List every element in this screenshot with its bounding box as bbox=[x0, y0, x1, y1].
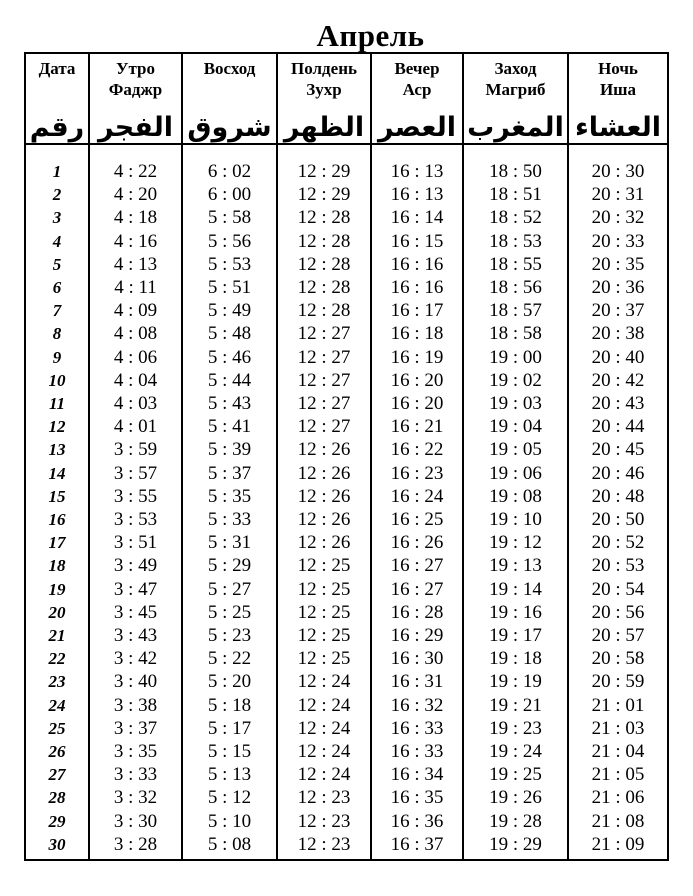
sunrise-time-cell: 5 : 23 bbox=[182, 624, 277, 647]
asr-time-cell: 16 : 25 bbox=[371, 508, 463, 531]
asr-time-cell: 16 : 13 bbox=[371, 144, 463, 183]
col-header-asr-ru2: Аср bbox=[402, 80, 432, 99]
isha-time-cell: 20 : 54 bbox=[568, 578, 668, 601]
asr-time-cell: 16 : 24 bbox=[371, 485, 463, 508]
sunrise-time-cell: 5 : 37 bbox=[182, 462, 277, 485]
fajr-time-cell: 4 : 11 bbox=[89, 276, 182, 299]
fajr-time-cell: 3 : 32 bbox=[89, 786, 182, 809]
sunrise-time-cell: 5 : 18 bbox=[182, 694, 277, 717]
date-cell: 20 bbox=[25, 601, 89, 624]
isha-time-cell: 20 : 43 bbox=[568, 392, 668, 415]
col-header-sunrise bbox=[182, 53, 277, 144]
col-header-maghrib-ru: Заход bbox=[494, 59, 537, 78]
fajr-time-cell: 3 : 38 bbox=[89, 694, 182, 717]
dhuhr-time-cell: 12 : 28 bbox=[277, 206, 371, 229]
date-cell: 24 bbox=[25, 694, 89, 717]
maghrib-time-cell: 19 : 16 bbox=[463, 601, 568, 624]
date-cell: 3 bbox=[25, 206, 89, 229]
col-header-date-ar: رقم bbox=[29, 112, 85, 142]
date-cell: 16 bbox=[25, 508, 89, 531]
isha-time-cell: 21 : 03 bbox=[568, 717, 668, 740]
isha-time-cell: 20 : 30 bbox=[568, 144, 668, 183]
maghrib-time-cell: 19 : 24 bbox=[463, 740, 568, 763]
fajr-time-cell: 3 : 40 bbox=[89, 670, 182, 693]
sunrise-time-cell: 5 : 13 bbox=[182, 763, 277, 786]
maghrib-time-cell: 19 : 05 bbox=[463, 438, 568, 461]
fajr-time-cell: 3 : 33 bbox=[89, 763, 182, 786]
asr-time-cell: 16 : 34 bbox=[371, 763, 463, 786]
fajr-time-cell: 3 : 55 bbox=[89, 485, 182, 508]
date-cell: 8 bbox=[25, 322, 89, 345]
dhuhr-time-cell: 12 : 26 bbox=[277, 462, 371, 485]
date-cell: 30 bbox=[25, 833, 89, 860]
month-title: Апрель bbox=[316, 18, 425, 53]
asr-time-cell: 16 : 23 bbox=[371, 462, 463, 485]
sunrise-time-cell: 5 : 25 bbox=[182, 601, 277, 624]
sunrise-time-cell: 5 : 08 bbox=[182, 833, 277, 860]
table-row bbox=[25, 462, 668, 485]
date-cell: 22 bbox=[25, 647, 89, 670]
dhuhr-time-cell: 12 : 24 bbox=[277, 670, 371, 693]
col-header-dhuhr-ar: الظهر bbox=[283, 112, 365, 142]
fajr-time-cell: 4 : 06 bbox=[89, 346, 182, 369]
maghrib-time-cell: 18 : 58 bbox=[463, 322, 568, 345]
dhuhr-time-cell: 12 : 25 bbox=[277, 601, 371, 624]
table-row bbox=[25, 299, 668, 322]
date-cell: 7 bbox=[25, 299, 89, 322]
asr-time-cell: 16 : 28 bbox=[371, 601, 463, 624]
asr-time-cell: 16 : 18 bbox=[371, 322, 463, 345]
asr-time-cell: 16 : 30 bbox=[371, 647, 463, 670]
maghrib-time-cell: 19 : 10 bbox=[463, 508, 568, 531]
col-header-date-ru2 bbox=[26, 79, 88, 100]
isha-time-cell: 20 : 32 bbox=[568, 206, 668, 229]
col-header-asr bbox=[371, 53, 463, 144]
fajr-time-cell: 3 : 47 bbox=[89, 578, 182, 601]
table-row bbox=[25, 554, 668, 577]
col-header-dhuhr-ru: Полдень bbox=[291, 59, 357, 78]
asr-time-cell: 16 : 20 bbox=[371, 392, 463, 415]
sunrise-time-cell: 5 : 49 bbox=[182, 299, 277, 322]
maghrib-time-cell: 19 : 29 bbox=[463, 833, 568, 860]
table-row bbox=[25, 183, 668, 206]
col-header-dhuhr bbox=[277, 53, 371, 144]
table-row bbox=[25, 346, 668, 369]
maghrib-time-cell: 19 : 02 bbox=[463, 369, 568, 392]
isha-time-cell: 20 : 42 bbox=[568, 369, 668, 392]
sunrise-time-cell: 5 : 39 bbox=[182, 438, 277, 461]
fajr-time-cell: 4 : 20 bbox=[89, 183, 182, 206]
isha-time-cell: 20 : 53 bbox=[568, 554, 668, 577]
maghrib-time-cell: 18 : 52 bbox=[463, 206, 568, 229]
dhuhr-time-cell: 12 : 28 bbox=[277, 299, 371, 322]
table-row bbox=[25, 694, 668, 717]
dhuhr-time-cell: 12 : 26 bbox=[277, 485, 371, 508]
dhuhr-time-cell: 12 : 25 bbox=[277, 554, 371, 577]
isha-time-cell: 20 : 31 bbox=[568, 183, 668, 206]
maghrib-time-cell: 19 : 14 bbox=[463, 578, 568, 601]
table-row bbox=[25, 647, 668, 670]
sunrise-time-cell: 5 : 29 bbox=[182, 554, 277, 577]
dhuhr-time-cell: 12 : 24 bbox=[277, 717, 371, 740]
date-cell: 28 bbox=[25, 786, 89, 809]
date-cell: 18 bbox=[25, 554, 89, 577]
asr-time-cell: 16 : 29 bbox=[371, 624, 463, 647]
asr-time-cell: 16 : 32 bbox=[371, 694, 463, 717]
asr-time-cell: 16 : 35 bbox=[371, 786, 463, 809]
date-cell: 15 bbox=[25, 485, 89, 508]
table-row bbox=[25, 786, 668, 809]
maghrib-time-cell: 19 : 12 bbox=[463, 531, 568, 554]
table-row bbox=[25, 833, 668, 860]
sunrise-time-cell: 5 : 27 bbox=[182, 578, 277, 601]
fajr-time-cell: 3 : 37 bbox=[89, 717, 182, 740]
col-header-maghrib-ru2: Магриб bbox=[485, 80, 546, 99]
isha-time-cell: 20 : 57 bbox=[568, 624, 668, 647]
col-header-isha bbox=[568, 53, 668, 144]
isha-time-cell: 20 : 35 bbox=[568, 253, 668, 276]
date-cell: 19 bbox=[25, 578, 89, 601]
maghrib-time-cell: 19 : 28 bbox=[463, 810, 568, 833]
col-header-isha-ru2: Иша bbox=[599, 80, 637, 99]
fajr-time-cell: 4 : 22 bbox=[89, 144, 182, 183]
col-header-maghrib bbox=[463, 53, 568, 144]
asr-time-cell: 16 : 36 bbox=[371, 810, 463, 833]
table-header bbox=[25, 53, 668, 144]
asr-time-cell: 16 : 31 bbox=[371, 670, 463, 693]
dhuhr-time-cell: 12 : 27 bbox=[277, 369, 371, 392]
table-row bbox=[25, 438, 668, 461]
sunrise-time-cell: 5 : 41 bbox=[182, 415, 277, 438]
table-row bbox=[25, 810, 668, 833]
col-header-isha-ar: العشاء bbox=[574, 112, 662, 142]
isha-time-cell: 21 : 04 bbox=[568, 740, 668, 763]
fajr-time-cell: 4 : 01 bbox=[89, 415, 182, 438]
table-row bbox=[25, 578, 668, 601]
col-header-isha-ru: Ночь bbox=[598, 59, 638, 78]
asr-time-cell: 16 : 13 bbox=[371, 183, 463, 206]
dhuhr-time-cell: 12 : 23 bbox=[277, 810, 371, 833]
sunrise-time-cell: 5 : 15 bbox=[182, 740, 277, 763]
asr-time-cell: 16 : 16 bbox=[371, 276, 463, 299]
maghrib-time-cell: 19 : 23 bbox=[463, 717, 568, 740]
col-header-fajr-ar: الفجر bbox=[97, 112, 174, 142]
isha-time-cell: 21 : 09 bbox=[568, 833, 668, 860]
dhuhr-time-cell: 12 : 28 bbox=[277, 276, 371, 299]
fajr-time-cell: 3 : 51 bbox=[89, 531, 182, 554]
dhuhr-time-cell: 12 : 27 bbox=[277, 392, 371, 415]
isha-time-cell: 20 : 44 bbox=[568, 415, 668, 438]
asr-time-cell: 16 : 21 bbox=[371, 415, 463, 438]
col-header-asr-ru: Вечер bbox=[394, 59, 440, 78]
maghrib-time-cell: 19 : 25 bbox=[463, 763, 568, 786]
asr-time-cell: 16 : 27 bbox=[371, 554, 463, 577]
maghrib-time-cell: 19 : 17 bbox=[463, 624, 568, 647]
maghrib-time-cell: 19 : 21 bbox=[463, 694, 568, 717]
isha-time-cell: 20 : 50 bbox=[568, 508, 668, 531]
maghrib-time-cell: 19 : 00 bbox=[463, 346, 568, 369]
fajr-time-cell: 4 : 18 bbox=[89, 206, 182, 229]
date-cell: 27 bbox=[25, 763, 89, 786]
isha-time-cell: 20 : 52 bbox=[568, 531, 668, 554]
isha-time-cell: 21 : 06 bbox=[568, 786, 668, 809]
dhuhr-time-cell: 12 : 28 bbox=[277, 230, 371, 253]
dhuhr-time-cell: 12 : 23 bbox=[277, 833, 371, 860]
isha-time-cell: 20 : 33 bbox=[568, 230, 668, 253]
col-header-maghrib-ar: المغرب bbox=[467, 112, 564, 142]
dhuhr-time-cell: 12 : 24 bbox=[277, 694, 371, 717]
asr-time-cell: 16 : 17 bbox=[371, 299, 463, 322]
asr-time-cell: 16 : 19 bbox=[371, 346, 463, 369]
maghrib-time-cell: 19 : 18 bbox=[463, 647, 568, 670]
maghrib-time-cell: 18 : 57 bbox=[463, 299, 568, 322]
maghrib-time-cell: 18 : 56 bbox=[463, 276, 568, 299]
col-header-fajr-ru: Утро bbox=[116, 59, 155, 78]
asr-time-cell: 16 : 26 bbox=[371, 531, 463, 554]
sunrise-time-cell: 5 : 22 bbox=[182, 647, 277, 670]
asr-time-cell: 16 : 14 bbox=[371, 206, 463, 229]
maghrib-time-cell: 19 : 06 bbox=[463, 462, 568, 485]
fajr-time-cell: 3 : 35 bbox=[89, 740, 182, 763]
table-row bbox=[25, 670, 668, 693]
table-body bbox=[25, 144, 668, 860]
date-cell: 25 bbox=[25, 717, 89, 740]
sunrise-time-cell: 5 : 48 bbox=[182, 322, 277, 345]
fajr-time-cell: 4 : 13 bbox=[89, 253, 182, 276]
col-header-dhuhr-ru2: Зухр bbox=[306, 80, 342, 99]
maghrib-time-cell: 18 : 53 bbox=[463, 230, 568, 253]
table-row bbox=[25, 601, 668, 624]
sunrise-time-cell: 5 : 12 bbox=[182, 786, 277, 809]
sunrise-time-cell: 5 : 43 bbox=[182, 392, 277, 415]
fajr-time-cell: 4 : 09 bbox=[89, 299, 182, 322]
isha-time-cell: 20 : 38 bbox=[568, 322, 668, 345]
dhuhr-time-cell: 12 : 25 bbox=[277, 647, 371, 670]
col-header-sunrise-ar: شروق bbox=[187, 112, 272, 142]
fajr-time-cell: 3 : 30 bbox=[89, 810, 182, 833]
table-row bbox=[25, 763, 668, 786]
table-row bbox=[25, 415, 668, 438]
dhuhr-time-cell: 12 : 24 bbox=[277, 740, 371, 763]
asr-time-cell: 16 : 27 bbox=[371, 578, 463, 601]
table-row bbox=[25, 485, 668, 508]
isha-time-cell: 20 : 59 bbox=[568, 670, 668, 693]
asr-time-cell: 16 : 20 bbox=[371, 369, 463, 392]
col-header-fajr-ru2: Фаджр bbox=[108, 80, 163, 99]
date-cell: 29 bbox=[25, 810, 89, 833]
dhuhr-time-cell: 12 : 26 bbox=[277, 438, 371, 461]
dhuhr-time-cell: 12 : 27 bbox=[277, 346, 371, 369]
date-cell: 9 bbox=[25, 346, 89, 369]
date-cell: 2 bbox=[25, 183, 89, 206]
sunrise-time-cell: 6 : 02 bbox=[182, 144, 277, 183]
maghrib-time-cell: 18 : 50 bbox=[463, 144, 568, 183]
maghrib-time-cell: 18 : 55 bbox=[463, 253, 568, 276]
table-row bbox=[25, 230, 668, 253]
prayer-times-table bbox=[24, 52, 669, 861]
sunrise-time-cell: 5 : 17 bbox=[182, 717, 277, 740]
header-row bbox=[25, 53, 668, 144]
dhuhr-time-cell: 12 : 29 bbox=[277, 144, 371, 183]
date-cell: 13 bbox=[25, 438, 89, 461]
fajr-time-cell: 3 : 42 bbox=[89, 647, 182, 670]
table-row bbox=[25, 508, 668, 531]
dhuhr-time-cell: 12 : 24 bbox=[277, 763, 371, 786]
date-cell: 1 bbox=[25, 144, 89, 183]
maghrib-time-cell: 18 : 51 bbox=[463, 183, 568, 206]
asr-time-cell: 16 : 37 bbox=[371, 833, 463, 860]
table-row bbox=[25, 144, 668, 183]
sunrise-time-cell: 6 : 00 bbox=[182, 183, 277, 206]
fajr-time-cell: 4 : 03 bbox=[89, 392, 182, 415]
isha-time-cell: 20 : 40 bbox=[568, 346, 668, 369]
date-cell: 11 bbox=[25, 392, 89, 415]
sunrise-time-cell: 5 : 46 bbox=[182, 346, 277, 369]
asr-time-cell: 16 : 15 bbox=[371, 230, 463, 253]
sunrise-time-cell: 5 : 31 bbox=[182, 531, 277, 554]
dhuhr-time-cell: 12 : 23 bbox=[277, 786, 371, 809]
sunrise-time-cell: 5 : 33 bbox=[182, 508, 277, 531]
isha-time-cell: 20 : 46 bbox=[568, 462, 668, 485]
table-row bbox=[25, 717, 668, 740]
fajr-time-cell: 3 : 49 bbox=[89, 554, 182, 577]
dhuhr-time-cell: 12 : 29 bbox=[277, 183, 371, 206]
asr-time-cell: 16 : 22 bbox=[371, 438, 463, 461]
col-header-asr-ar: العصر bbox=[377, 112, 457, 142]
sunrise-time-cell: 5 : 10 bbox=[182, 810, 277, 833]
fajr-time-cell: 4 : 08 bbox=[89, 322, 182, 345]
date-cell: 26 bbox=[25, 740, 89, 763]
dhuhr-time-cell: 12 : 28 bbox=[277, 253, 371, 276]
table-row bbox=[25, 369, 668, 392]
isha-time-cell: 21 : 05 bbox=[568, 763, 668, 786]
asr-time-cell: 16 : 16 bbox=[371, 253, 463, 276]
date-cell: 23 bbox=[25, 670, 89, 693]
table-row bbox=[25, 253, 668, 276]
maghrib-time-cell: 19 : 26 bbox=[463, 786, 568, 809]
fajr-time-cell: 3 : 53 bbox=[89, 508, 182, 531]
dhuhr-time-cell: 12 : 25 bbox=[277, 624, 371, 647]
maghrib-time-cell: 19 : 03 bbox=[463, 392, 568, 415]
table-row bbox=[25, 740, 668, 763]
maghrib-time-cell: 19 : 19 bbox=[463, 670, 568, 693]
col-header-date-ru: Дата bbox=[38, 59, 76, 78]
date-cell: 5 bbox=[25, 253, 89, 276]
isha-time-cell: 20 : 56 bbox=[568, 601, 668, 624]
table-row bbox=[25, 206, 668, 229]
fajr-time-cell: 3 : 45 bbox=[89, 601, 182, 624]
fajr-time-cell: 3 : 43 bbox=[89, 624, 182, 647]
date-cell: 6 bbox=[25, 276, 89, 299]
table-row bbox=[25, 276, 668, 299]
fajr-time-cell: 4 : 16 bbox=[89, 230, 182, 253]
sunrise-time-cell: 5 : 44 bbox=[182, 369, 277, 392]
col-header-sunrise-ru: Восход bbox=[203, 59, 256, 78]
date-cell: 14 bbox=[25, 462, 89, 485]
table-row bbox=[25, 322, 668, 345]
date-cell: 10 bbox=[25, 369, 89, 392]
date-cell: 4 bbox=[25, 230, 89, 253]
col-header-date bbox=[25, 53, 89, 144]
sunrise-time-cell: 5 : 53 bbox=[182, 253, 277, 276]
isha-time-cell: 20 : 48 bbox=[568, 485, 668, 508]
date-cell: 21 bbox=[25, 624, 89, 647]
fajr-time-cell: 3 : 28 bbox=[89, 833, 182, 860]
maghrib-time-cell: 19 : 04 bbox=[463, 415, 568, 438]
sunrise-time-cell: 5 : 20 bbox=[182, 670, 277, 693]
fajr-time-cell: 4 : 04 bbox=[89, 369, 182, 392]
asr-time-cell: 16 : 33 bbox=[371, 740, 463, 763]
col-header-fajr bbox=[89, 53, 182, 144]
isha-time-cell: 21 : 08 bbox=[568, 810, 668, 833]
asr-time-cell: 16 : 33 bbox=[371, 717, 463, 740]
dhuhr-time-cell: 12 : 25 bbox=[277, 578, 371, 601]
dhuhr-time-cell: 12 : 27 bbox=[277, 322, 371, 345]
table-row bbox=[25, 531, 668, 554]
isha-time-cell: 20 : 37 bbox=[568, 299, 668, 322]
sunrise-time-cell: 5 : 35 bbox=[182, 485, 277, 508]
sunrise-time-cell: 5 : 58 bbox=[182, 206, 277, 229]
fajr-time-cell: 3 : 57 bbox=[89, 462, 182, 485]
date-cell: 12 bbox=[25, 415, 89, 438]
maghrib-time-cell: 19 : 13 bbox=[463, 554, 568, 577]
isha-time-cell: 20 : 45 bbox=[568, 438, 668, 461]
table-row bbox=[25, 392, 668, 415]
sunrise-time-cell: 5 : 56 bbox=[182, 230, 277, 253]
isha-time-cell: 20 : 36 bbox=[568, 276, 668, 299]
fajr-time-cell: 3 : 59 bbox=[89, 438, 182, 461]
dhuhr-time-cell: 12 : 26 bbox=[277, 508, 371, 531]
date-cell: 17 bbox=[25, 531, 89, 554]
dhuhr-time-cell: 12 : 27 bbox=[277, 415, 371, 438]
isha-time-cell: 20 : 58 bbox=[568, 647, 668, 670]
isha-time-cell: 21 : 01 bbox=[568, 694, 668, 717]
dhuhr-time-cell: 12 : 26 bbox=[277, 531, 371, 554]
sunrise-time-cell: 5 : 51 bbox=[182, 276, 277, 299]
col-header-sunrise-ru2 bbox=[183, 79, 276, 100]
maghrib-time-cell: 19 : 08 bbox=[463, 485, 568, 508]
table-row bbox=[25, 624, 668, 647]
